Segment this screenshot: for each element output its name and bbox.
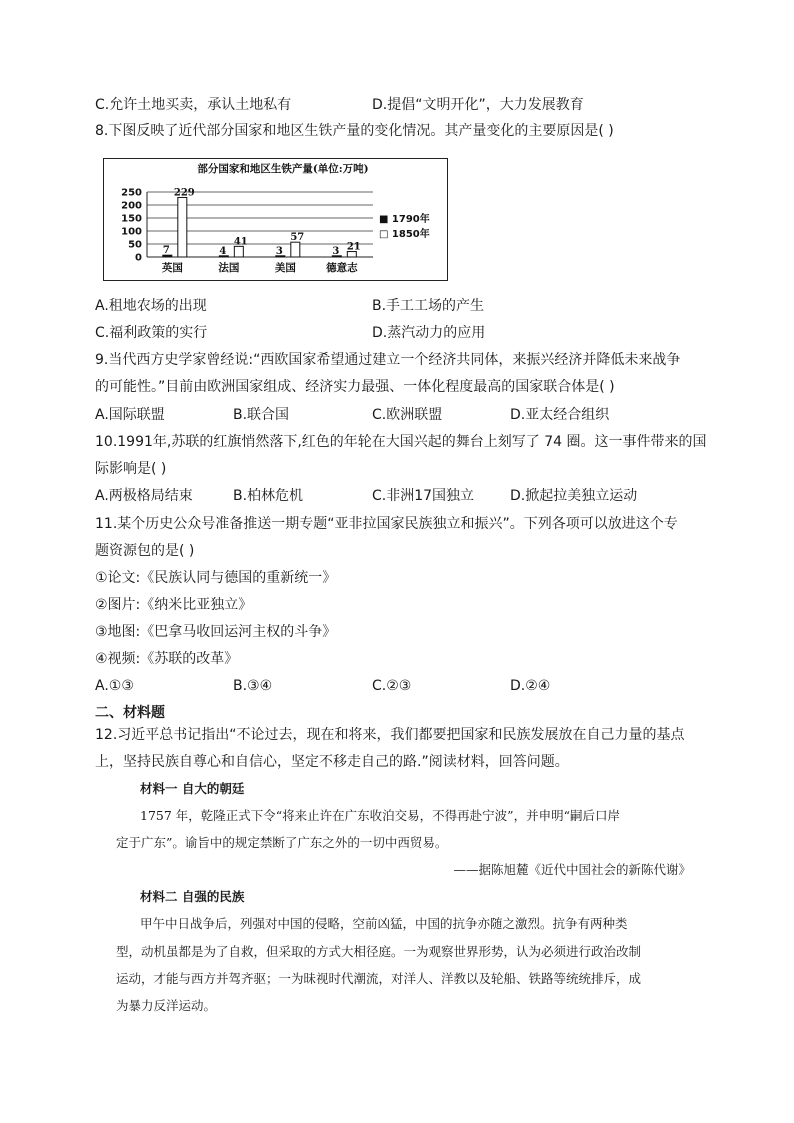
q11-item-2: ②图片:《纳米比亚独立》 bbox=[95, 597, 253, 613]
y-tick-label: 50 bbox=[128, 239, 142, 251]
q12-stem-line1: 12.习近平总书记指出“不论过去，现在和将来，我们都要把国家和民族发展放在自己力量的基点 bbox=[95, 727, 685, 743]
q10-option-d: D.掀起拉美独立运动 bbox=[510, 488, 638, 504]
material1-line2: 定于广东”。谕旨中的规定禁断了广东之外的一切中西贸易。 bbox=[116, 835, 448, 850]
material2-line3: 运动，才能与西方并驾齐驱；一为昧视时代潮流，对洋人、洋教以及轮船、铁路等统统排斥，成 bbox=[116, 971, 642, 986]
q10-option-b: B.柏林危机 bbox=[233, 488, 304, 504]
bar bbox=[178, 197, 187, 257]
q8-option-d: D.蒸汽动力的应用 bbox=[372, 325, 486, 341]
q9-stem-line1: 9.当代西方史学家曾经说:“西欧国家希望通过建立一个经济共同体，来振兴经济并降低未来战争 bbox=[95, 352, 681, 368]
q11-item-4: ④视频:《苏联的改革》 bbox=[95, 651, 239, 667]
q9-option-a: A.国际联盟 bbox=[95, 407, 165, 423]
data-label: 41 bbox=[233, 236, 248, 248]
bar bbox=[234, 246, 243, 257]
q10-stem-line1: 10.1991年,苏联的红旗悄然落下,红色的年轮在大国兴起的舞台上刻写了 74 圈。这一事件带来的国 bbox=[95, 434, 707, 450]
q10-option-c: C.非洲17国独立 bbox=[372, 488, 475, 504]
pig-iron-chart bbox=[103, 158, 448, 281]
pig-iron-chart-svg bbox=[103, 158, 448, 281]
q11-option-d: D.②④ bbox=[510, 678, 551, 694]
bar bbox=[291, 242, 300, 257]
data-label: 4 bbox=[219, 245, 227, 257]
legend-entry: □ 1850年 bbox=[379, 229, 430, 240]
material2-line2: 型，动机虽都是为了自救，但采取的方式大相径庭。一为观察世界形势，认为必须进行政治改制 bbox=[116, 944, 642, 959]
material1-source: ——据陈旭麓《近代中国社会的新陈代谢》 bbox=[453, 862, 691, 877]
q7-option-c: C.允许土地买卖，承认土地私有 bbox=[95, 97, 292, 113]
category-label: 英国 bbox=[161, 262, 183, 274]
data-label: 229 bbox=[173, 187, 195, 199]
q11-item-1: ①论文:《民族认同与德国的重新统一》 bbox=[95, 570, 337, 586]
q9-stem-line2: 的可能性。”目前由欧洲国家组成、经济实力最强、一体化程度最高的国家联合体是( ) bbox=[95, 379, 615, 395]
q8-option-b: B.手工工场的产生 bbox=[372, 298, 485, 314]
q12-stem-line2: 上，坚持民族自尊心和自信心，坚定不移走自己的路.”阅读材料，回答问题。 bbox=[95, 754, 569, 770]
material2-title: 材料二 自强的民族 bbox=[140, 889, 245, 904]
material1-title: 材料一 自大的朝廷 bbox=[140, 781, 245, 796]
q9-option-b: B.联合国 bbox=[233, 407, 290, 423]
data-label: 7 bbox=[162, 245, 170, 257]
data-label: 21 bbox=[346, 241, 361, 253]
q11-stem-line2: 题资源包的是( ) bbox=[95, 543, 195, 559]
data-label: 3 bbox=[332, 245, 340, 257]
q11-item-3: ③地图:《巴拿马收回运河主权的斗争》 bbox=[95, 624, 337, 640]
y-tick-label: 250 bbox=[121, 187, 142, 199]
material1-line1: 1757 年，乾隆正式下令“将来止许在广东收泊交易，不得再赴宁波”，并申明“嗣后口岸 bbox=[140, 808, 620, 823]
q9-option-d: D.亚太经合组织 bbox=[510, 407, 610, 423]
category-label: 美国 bbox=[274, 262, 296, 274]
legend-entry: ■ 1790年 bbox=[379, 214, 430, 225]
data-label: 57 bbox=[290, 232, 305, 244]
material2-line4: 为暴力反洋运动。 bbox=[116, 998, 217, 1013]
y-tick-label: 200 bbox=[121, 200, 142, 212]
category-label: 德意志 bbox=[326, 262, 358, 274]
y-tick-label: 100 bbox=[121, 226, 142, 238]
q8-stem: 8.下图反映了近代部分国家和地区生铁产量的变化情况。其产量变化的主要原因是( ) bbox=[95, 123, 614, 139]
y-tick-label: 0 bbox=[135, 252, 142, 264]
category-label: 法国 bbox=[218, 262, 240, 274]
q11-option-b: B.③④ bbox=[233, 678, 273, 694]
q11-option-c: C.②③ bbox=[372, 678, 412, 694]
q10-option-a: A.两极格局结束 bbox=[95, 488, 193, 504]
q11-stem-line1: 11.某个历史公众号准备推送一期专题“亚非拉国家民族独立和振兴”。下列各项可以放进这个专 bbox=[95, 516, 678, 532]
q11-option-a: A.①③ bbox=[95, 678, 134, 694]
chart-title: 部分国家和地区生铁产量(单位:万吨) bbox=[197, 163, 369, 175]
section-heading: 二、材料题 bbox=[95, 705, 165, 721]
q8-option-c: C.福利政策的实行 bbox=[95, 325, 208, 341]
data-label: 3 bbox=[275, 245, 283, 257]
material2-line1: 甲午中日战争后，列强对中国的侵略，空前凶猛，中国的抗争亦随之激烈。抗争有两种类 bbox=[140, 916, 628, 931]
q8-option-a: A.租地农场的出现 bbox=[95, 298, 207, 314]
q7-option-d: D.提倡“文明开化”，大力发展教育 bbox=[372, 97, 584, 113]
q10-stem-line2: 际影响是( ) bbox=[95, 461, 167, 477]
y-tick-label: 150 bbox=[121, 213, 142, 225]
q9-option-c: C.欧洲联盟 bbox=[372, 407, 443, 423]
